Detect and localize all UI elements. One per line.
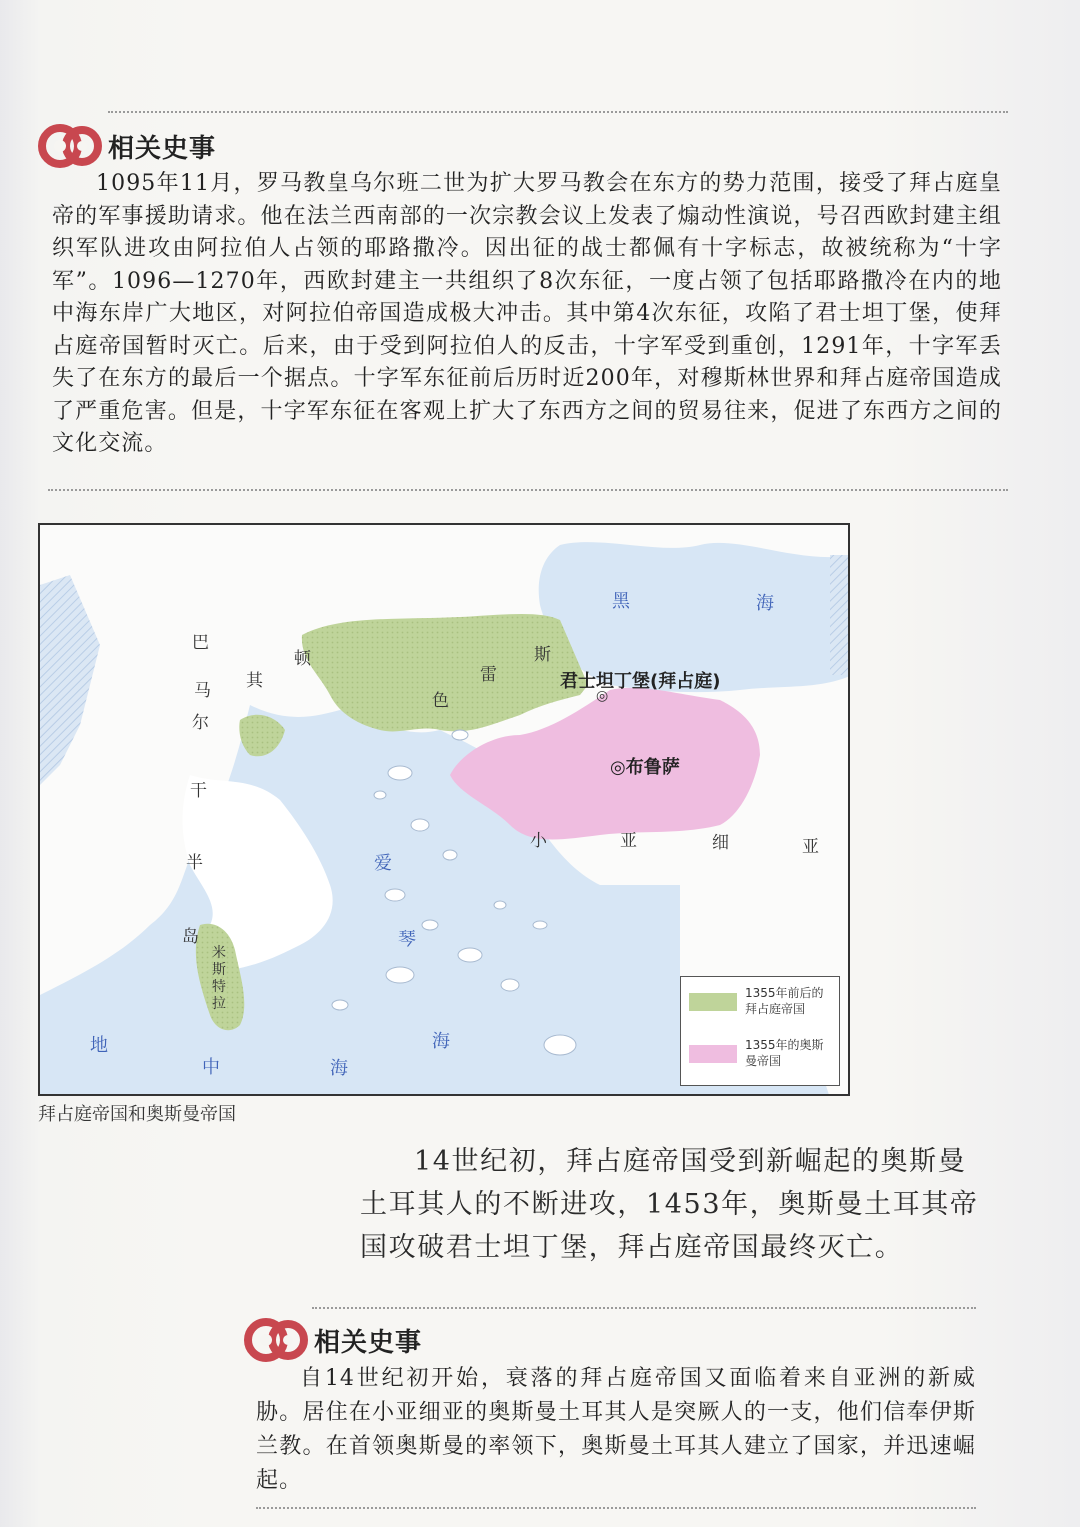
- label-balkan-4: 干: [190, 781, 207, 801]
- label-aegean-3: 海: [432, 1031, 450, 1052]
- historical-map: [38, 523, 850, 1096]
- label-med-2: 中: [202, 1057, 220, 1078]
- label-mistra: 米斯特拉: [212, 945, 226, 1012]
- label-thrace-2: 雷: [480, 665, 497, 685]
- label-med-1: 地: [90, 1035, 108, 1056]
- section1-top-divider: [108, 111, 1008, 113]
- section2-top-divider: [312, 1307, 976, 1309]
- section1-title: 相关史事: [108, 133, 217, 164]
- label-asia-minor-4: 亚: [802, 837, 819, 857]
- section2-paragraph: 自14世纪初开始，衰落的拜占庭帝国又面临着来自亚洲的新威胁。居住在小亚细亚的奥斯曼土耳其人是突厥人的一支，他们信奉伊斯兰教。在首领奥斯曼的率领下，奥斯曼土耳其人建立了国家，并迅速崛起。: [256, 1366, 976, 1493]
- section1-header: [38, 116, 216, 176]
- label-balkan-6: 岛: [182, 927, 199, 947]
- section1-bottom-divider: [48, 489, 1008, 491]
- label-black-sea-1: 黑: [612, 591, 630, 612]
- label-thrace-3: 斯: [534, 645, 551, 665]
- label-black-sea-2: 海: [756, 593, 774, 614]
- label-med-3: 海: [330, 1058, 348, 1079]
- label-macedonia-1: 其: [246, 671, 263, 691]
- swirl-icon: [38, 116, 102, 176]
- label-aegean-2: 琴: [398, 929, 416, 950]
- map-legend: [680, 976, 840, 1086]
- map-caption: 拜占庭帝国和奥斯曼帝国: [38, 1104, 236, 1125]
- label-balkan-5: 半: [186, 853, 203, 873]
- swirl-icon: [244, 1310, 308, 1370]
- label-asia-minor-1: 小: [530, 831, 547, 851]
- label-thrace-1: 色: [432, 691, 449, 711]
- legend-swatch-byzantine: [689, 993, 737, 1011]
- section2-title: 相关史事: [314, 1327, 423, 1358]
- label-asia-minor-3: 细: [712, 833, 729, 853]
- label-bursa: ◎布鲁萨: [610, 757, 680, 778]
- label-balkan-1: 巴: [192, 633, 209, 653]
- legend-text-ottoman: 1355年的奥斯曼帝国: [745, 1038, 824, 1068]
- label-constantinople: 君士坦丁堡(拜占庭): [560, 671, 721, 692]
- legend-swatch-ottoman: [689, 1045, 737, 1063]
- constantinople-marker-icon: ◎: [596, 688, 609, 704]
- section2-header: [244, 1310, 422, 1370]
- legend-text-byzantine: 1355年前后的拜占庭帝国: [745, 986, 824, 1016]
- label-asia-minor-2: 亚: [620, 831, 637, 851]
- label-macedonia-2: 顿: [294, 649, 311, 669]
- label-aegean-1: 爱: [374, 853, 392, 874]
- section1-paragraph: 1095年11月，罗马教皇乌尔班二世为扩大罗马教会在东方的势力范围，接受了拜占庭皇帝的军事援助请求。他在法兰西南部的一次宗教会议上发表了煽动性演说，号召西欧封建主组织军队进攻由阿拉伯人占领的耶路撒冷。因出征的战士都佩有十字标志，故被统称为“十字军”。1096—1270年，西欧封建主一共组织了8次东征，一度占领了包括耶路撒冷在内的地中海东岸广大地区，对阿拉伯帝国造成极大冲击。其中第4次东征，攻陷了君士坦丁堡，使拜占庭帝国暂时灭亡。后来，由于受到阿拉伯人的反击，十字军受到重创，1291年，十字军丢失了在东方的最后一个据点。十字军东征前后历时近200年，对穆斯林世界和拜占庭帝国造成了严重危害。但是，十字军东征在客观上扩大了东西方之间的贸易往来，促进了东西方之间的文化交流。: [52, 171, 1002, 456]
- label-balkan-ma: 马: [194, 681, 211, 701]
- section2-bottom-divider: [256, 1507, 976, 1509]
- main-paragraph: 14世纪初，拜占庭帝国受到新崛起的奥斯曼土耳其人的不断进攻，1453年，奥斯曼土耳其帝国攻破君士坦丁堡，拜占庭帝国最终灭亡。: [360, 1146, 979, 1263]
- black-sea: [539, 542, 850, 692]
- label-balkan-3: 尔: [192, 713, 209, 733]
